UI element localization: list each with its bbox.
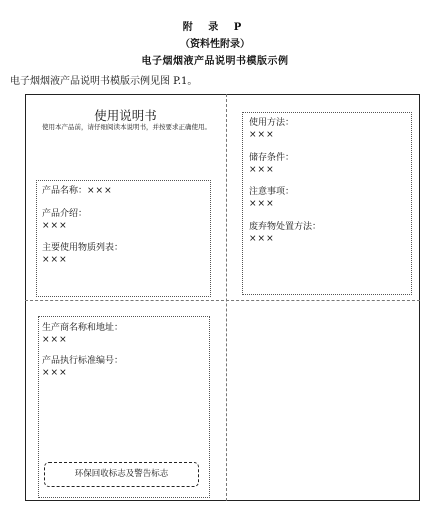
standard-number-value: ××× (42, 368, 68, 378)
storage-value: ××× (249, 165, 275, 175)
precautions-label: 注意事项： (249, 187, 295, 197)
usage-method-value: ××× (249, 130, 275, 140)
appendix-type: （资料性附录） (180, 39, 250, 50)
appendix-main-title: 电子烟烟液产品说明书模版示例 (141, 56, 289, 67)
usage-method-label: 使用方法： (249, 118, 295, 128)
recycling-warning-label: 环保回收标志及警告标志 (44, 462, 199, 487)
product-intro-value: ××× (42, 221, 68, 231)
product-info-box (36, 180, 211, 297)
manual-title: 使用说明书 (94, 108, 157, 123)
substance-list-value: ××× (42, 255, 68, 265)
manufacturer-label: 生产商名称和地址： (42, 323, 124, 333)
substance-list-label: 主要使用物质列表： (42, 243, 124, 253)
appendix-title: 附 录 P (182, 22, 248, 33)
standard-number-label: 产品执行标准编号： (42, 356, 124, 366)
product-intro-label: 产品介绍： (42, 209, 88, 219)
product-name-label: 产品名称：××× (42, 186, 113, 196)
disposal-value: ××× (249, 234, 275, 244)
storage-label: 储存条件： (249, 153, 295, 163)
intro-text: 电子烟烟液产品说明书模版示例见图 P.1。 (10, 76, 198, 87)
manual-note: 使用本产品前，请仔细阅读本说明书，并按要求正确使用。 (42, 123, 211, 131)
disposal-label: 废弃物处置方法： (249, 222, 322, 232)
horizontal-fold-line (25, 300, 420, 301)
product-name-value: ××× (87, 186, 113, 196)
vertical-fold-line (226, 94, 227, 501)
manufacturer-value: ××× (42, 335, 68, 345)
precautions-value: ××× (249, 199, 275, 209)
